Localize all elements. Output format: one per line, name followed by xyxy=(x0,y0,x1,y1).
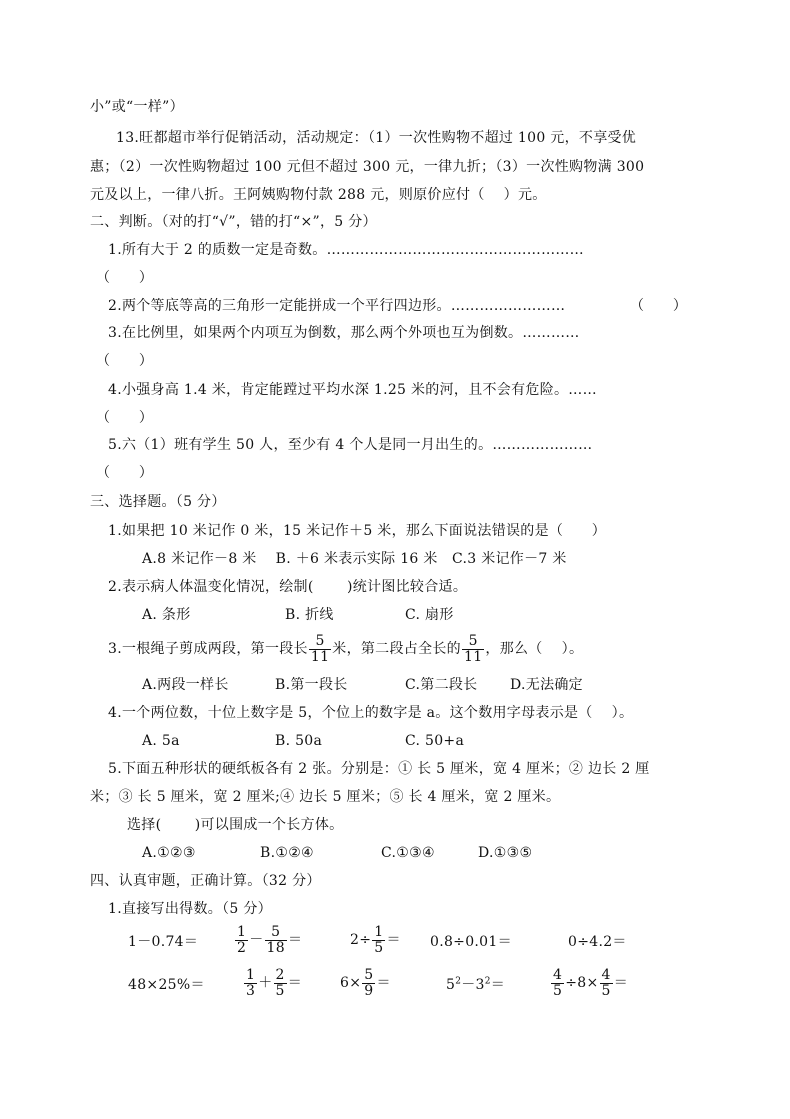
choice-q3-option-a[interactable]: A.两段一样长 xyxy=(142,677,229,693)
calc-r1-c1: 1－0.74＝ xyxy=(128,934,199,950)
choice-q2-option-c[interactable]: C. 扇形 xyxy=(405,607,454,623)
calc-r1-c2 xyxy=(234,920,302,960)
numerator: 2 xyxy=(275,966,285,983)
choice-q5-line-3: 选择( )可以围成一个长方体。 xyxy=(127,817,344,833)
expr-middle: －3 xyxy=(461,977,485,993)
fraction xyxy=(265,925,287,956)
fraction xyxy=(244,968,257,999)
choice-q4-option-c[interactable]: C. 50+a xyxy=(405,733,465,749)
choice-q5-option-a[interactable]: A.①②③ xyxy=(142,845,196,861)
section-2-heading: 二、判断。（对的打“√”，错的打“×”，5 分） xyxy=(90,214,377,230)
calc-r1-c3 xyxy=(350,920,401,960)
calc-r2-c2 xyxy=(243,963,302,1003)
section-3-heading: 三、选择题。（5 分） xyxy=(90,494,226,510)
fraction xyxy=(462,634,484,665)
fraction xyxy=(600,968,613,999)
denominator: 5 xyxy=(601,982,611,999)
choice-q1-options[interactable]: A.8 米记作－8 米 B. ＋6 米表示实际 16 米 C.3 米记作－7 米 xyxy=(142,551,567,567)
choice-q2-option-b[interactable]: B. 折线 xyxy=(285,607,334,623)
q13-line-1: 13.旺都超市举行促销活动，活动规定：（1）一次性购物不超过 100 元，不享受优 xyxy=(116,130,637,146)
choice-q4-option-a[interactable]: A. 5a xyxy=(142,733,180,749)
operator: － xyxy=(249,932,264,948)
denominator: 9 xyxy=(364,982,374,999)
numerator: 5 xyxy=(462,634,484,650)
choice-q5-option-b[interactable]: B.①②④ xyxy=(260,845,314,861)
fraction xyxy=(309,634,331,665)
equals: ＝ xyxy=(287,975,303,991)
judge-item-1: 1.所有大于 2 的质数一定是奇数。……………………………………………… xyxy=(108,242,584,258)
numerator: 5 xyxy=(309,634,331,650)
fraction xyxy=(235,925,248,956)
base: 5 xyxy=(446,977,456,993)
denominator: 18 xyxy=(266,939,285,956)
judge-item-4: 4.小强身高 1.4 米，肯定能蹚过平均水深 1.25 米的河，且不会有危险。…… xyxy=(108,382,597,398)
choice-q4-option-b[interactable]: B. 50a xyxy=(275,733,323,749)
equals: ＝ xyxy=(386,932,401,948)
denominator: 11 xyxy=(310,648,330,665)
numerator: 5 xyxy=(265,925,287,941)
choice-q3-option-b[interactable]: B.第一段长 xyxy=(275,677,348,693)
exponent: 2 xyxy=(484,976,491,987)
numerator: 1 xyxy=(237,923,247,940)
judge-item-3: 3.在比例里，如果两个内项互为倒数，那么两个外项也互为倒数。………… xyxy=(108,325,580,341)
judge-answer-1[interactable]: （ ） xyxy=(96,270,154,286)
choice-q5-line-1: 5.下面五种形状的硬纸板各有 2 张。分别是：① 长 5 厘米，宽 4 厘米；② 边长 2 厘 xyxy=(108,761,650,777)
numerator: 4 xyxy=(601,966,611,983)
expr-middle: ÷8× xyxy=(565,975,599,991)
denominator: 5 xyxy=(275,982,285,999)
choice-q3-option-c[interactable]: C.第二段长 xyxy=(405,677,478,693)
expr-prefix: 6× xyxy=(340,975,362,991)
fraction xyxy=(551,968,564,999)
calc-r2-c1: 48×25%＝ xyxy=(128,977,205,993)
judge-item-2: 2.两个等底等高的三角形一定能拼成一个平行四边形。…………………… xyxy=(108,298,566,314)
choice-q3-stem xyxy=(108,630,583,668)
choice-q3-stem-c: ，那么（ ）。 xyxy=(485,641,584,657)
fraction xyxy=(274,968,287,999)
choice-q3-stem-a: 3.一根绳子剪成两段，第一段长 xyxy=(108,641,308,657)
calc-r2-c5 xyxy=(550,963,628,1003)
denominator: 11 xyxy=(463,648,483,665)
exponent: 2 xyxy=(455,976,462,987)
equals: ＝ xyxy=(376,975,391,991)
q13-line-2: 惠；（2）一次性购物超过 100 元但不超过 300 元，一律九折；（3）一次性购物满 300 xyxy=(90,159,645,175)
numerator: 1 xyxy=(246,966,256,983)
judge-answer-3[interactable]: （ ） xyxy=(96,353,154,369)
q13-line-3: 元及以上，一律八折。王阿姨购物付款 288 元，则原价应付（ ）元。 xyxy=(90,187,547,203)
numerator: 1 xyxy=(374,923,384,940)
denominator: 5 xyxy=(553,982,563,999)
choice-q5-option-c[interactable]: C.①③④ xyxy=(381,845,435,861)
choice-q2-stem: 2.表示病人体温变化情况，绘制( )统计图比较合适。 xyxy=(108,579,468,595)
judge-answer-4[interactable]: （ ） xyxy=(96,410,154,426)
expr-prefix: 2÷ xyxy=(350,932,372,948)
calc-r2-c3 xyxy=(340,963,391,1003)
numerator: 4 xyxy=(553,966,563,983)
denominator: 2 xyxy=(237,939,247,956)
choice-q4-stem: 4.一个两位数，十位上数字是 5，个位上的数字是 a。这个数用字母表示是（ ）。 xyxy=(108,705,634,721)
section-4-heading: 四、认真审题，正确计算。（32 分） xyxy=(90,873,321,889)
equals: ＝ xyxy=(613,975,629,991)
calc-r1-c5: 0÷4.2＝ xyxy=(568,934,627,950)
denominator: 3 xyxy=(246,982,256,999)
judge-answer-2[interactable]: （ ） xyxy=(630,298,688,314)
equals: ＝ xyxy=(287,932,303,948)
fraction xyxy=(362,968,375,999)
operator: ＋ xyxy=(258,975,273,991)
calc-sub-1: 1.直接写出得数。（5 分） xyxy=(108,901,272,917)
judge-item-5: 5.六（1）班有学生 50 人，至少有 4 个人是同一月出生的。………………… xyxy=(108,437,593,453)
calc-r2-c4 xyxy=(446,975,505,995)
choice-q2-option-a[interactable]: A. 条形 xyxy=(142,607,191,623)
denominator: 5 xyxy=(374,939,384,956)
choice-q1-stem: 1.如果把 10 米记作 0 米，15 米记作＋5 米，那么下面说法错误的是（ ） xyxy=(108,523,607,539)
continued-line: 小”或“一样”） xyxy=(90,99,184,115)
calc-r1-c4: 0.8÷0.01＝ xyxy=(430,934,512,950)
choice-q5-option-d[interactable]: D.①③⑤ xyxy=(478,845,533,861)
fraction xyxy=(372,925,385,956)
choice-q3-stem-b: 米，第二段占全长的 xyxy=(332,641,461,657)
choice-q3-option-d[interactable]: D.无法确定 xyxy=(510,677,583,693)
equals: ＝ xyxy=(490,977,506,993)
numerator: 5 xyxy=(364,966,374,983)
judge-answer-5[interactable]: （ ） xyxy=(96,465,154,481)
choice-q5-line-2: 米；③ 长 5 厘米，宽 2 厘米;④ 边长 5 厘米；⑤ 长 4 厘米，宽 2 厘米。 xyxy=(90,789,561,805)
